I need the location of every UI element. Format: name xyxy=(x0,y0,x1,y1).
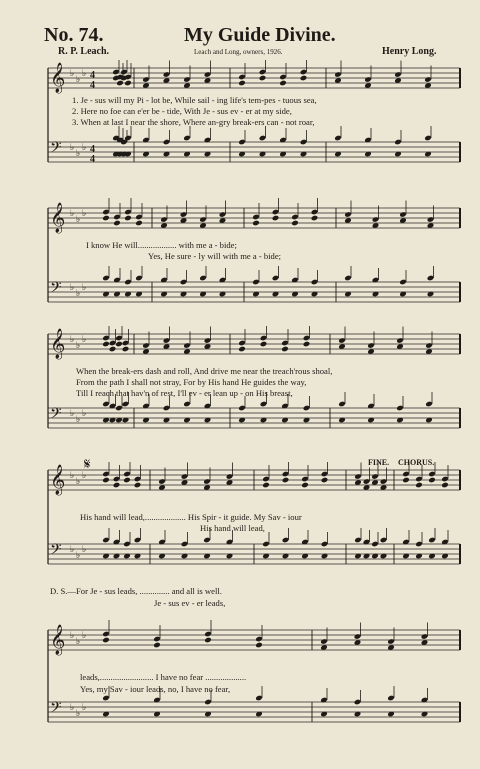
verse-2-line-1: 2. Here no foe can e'er be - tide, With Je - sus ev - er at my side, xyxy=(72,106,292,116)
svg-text:𝄢: 𝄢 xyxy=(50,699,62,720)
dal-segno-line: D. S.—For Je - sus leads, .............. and all is well. xyxy=(50,586,222,596)
chorus-line-3: Je - sus ev - er leads, xyxy=(154,598,226,608)
svg-text:♭: ♭ xyxy=(82,409,87,419)
svg-text:𝄞: 𝄞 xyxy=(50,203,66,233)
svg-text:♭: ♭ xyxy=(76,215,81,225)
verse-3-line-2: Till I reach that hav'n of rest, I'll ev - er lean up - on His breast, xyxy=(76,388,293,398)
words-credit: R. P. Leach. xyxy=(58,46,110,57)
svg-text:4: 4 xyxy=(90,80,95,91)
svg-text:♭: ♭ xyxy=(76,477,81,487)
svg-text:𝄢: 𝄢 xyxy=(50,405,62,426)
svg-text:♭: ♭ xyxy=(82,69,87,79)
svg-text:♭: ♭ xyxy=(82,471,87,481)
svg-text:♭: ♭ xyxy=(70,143,75,153)
svg-text:♭: ♭ xyxy=(70,631,75,641)
svg-text:♭: ♭ xyxy=(76,149,81,159)
svg-text:♭: ♭ xyxy=(82,143,87,153)
svg-text:♭: ♭ xyxy=(82,631,87,641)
svg-text:𝄢: 𝄢 xyxy=(50,541,62,562)
chorus-line-4: leads,......................... I have no fear ................... xyxy=(80,672,247,682)
verse-2-line-2: From the path I shall not stray, For by His hand He guides the way, xyxy=(76,377,307,387)
svg-text:𝄞: 𝄞 xyxy=(50,63,66,93)
svg-text:4: 4 xyxy=(90,154,95,165)
chorus-line-2: His hand will lead, xyxy=(200,523,265,533)
staff-system-5 xyxy=(0,612,480,762)
svg-text:♭: ♭ xyxy=(76,551,81,561)
verse-3-line-1: 3. When at last I near the shore, Where an-gry break-ers can - not roar, xyxy=(72,117,315,127)
verse-1-line-1: 1. Je - sus will my Pi - lot be, While sail - ing life's tem-pes - tuous sea, xyxy=(72,95,317,105)
fine-mark: FINE. xyxy=(368,458,390,467)
svg-text:♭: ♭ xyxy=(76,289,81,299)
refrain-line-2: Yes, He sure - ly will with me a - bide; xyxy=(148,251,282,261)
svg-text:♭: ♭ xyxy=(70,545,75,555)
svg-text:♭: ♭ xyxy=(82,209,87,219)
svg-text:♭: ♭ xyxy=(70,209,75,219)
svg-text:♭: ♭ xyxy=(70,471,75,481)
chorus-line-1: His hand will lead,................... His Spir - it guide. My Sav - iour xyxy=(80,512,302,522)
music-credit: Henry Long. xyxy=(382,46,437,57)
svg-text:♭: ♭ xyxy=(70,335,75,345)
svg-text:4: 4 xyxy=(90,70,95,81)
segno-mark: 𝄋 xyxy=(84,457,91,473)
chorus-mark: CHORUS. xyxy=(398,458,435,467)
hymn-title: My Guide Divine. xyxy=(184,24,336,46)
svg-text:𝄞: 𝄞 xyxy=(50,465,66,495)
svg-text:♭: ♭ xyxy=(76,75,81,85)
svg-text:♭: ♭ xyxy=(70,283,75,293)
svg-text:♭: ♭ xyxy=(70,703,75,713)
svg-text:♭: ♭ xyxy=(82,703,87,713)
svg-text:♭: ♭ xyxy=(76,415,81,425)
svg-text:♭: ♭ xyxy=(82,283,87,293)
svg-text:♭: ♭ xyxy=(82,545,87,555)
refrain-line-1: I know He will.................. with me a - bide; xyxy=(86,240,237,250)
verse-1-line-2: When the break-ers dash and roll, And drive me near the treach'rous shoal, xyxy=(76,366,333,376)
svg-text:𝄢: 𝄢 xyxy=(50,279,62,300)
svg-text:♭: ♭ xyxy=(76,637,81,647)
hymn-number: No. 74. xyxy=(44,24,104,46)
svg-text:♭: ♭ xyxy=(82,335,87,345)
chorus-line-5: Yes, my Sav - iour leads, no, I have no fear, xyxy=(80,684,231,694)
svg-text:♭: ♭ xyxy=(76,341,81,351)
svg-text:♭: ♭ xyxy=(70,409,75,419)
svg-text:𝄢: 𝄢 xyxy=(50,139,62,160)
svg-text:𝄞: 𝄞 xyxy=(50,625,66,655)
owners-credit: Leach and Long, owners, 1926. xyxy=(194,48,283,56)
svg-text:♭: ♭ xyxy=(70,69,75,79)
svg-text:4: 4 xyxy=(90,144,95,155)
svg-text:♭: ♭ xyxy=(76,709,81,719)
svg-text:𝄞: 𝄞 xyxy=(50,329,66,359)
